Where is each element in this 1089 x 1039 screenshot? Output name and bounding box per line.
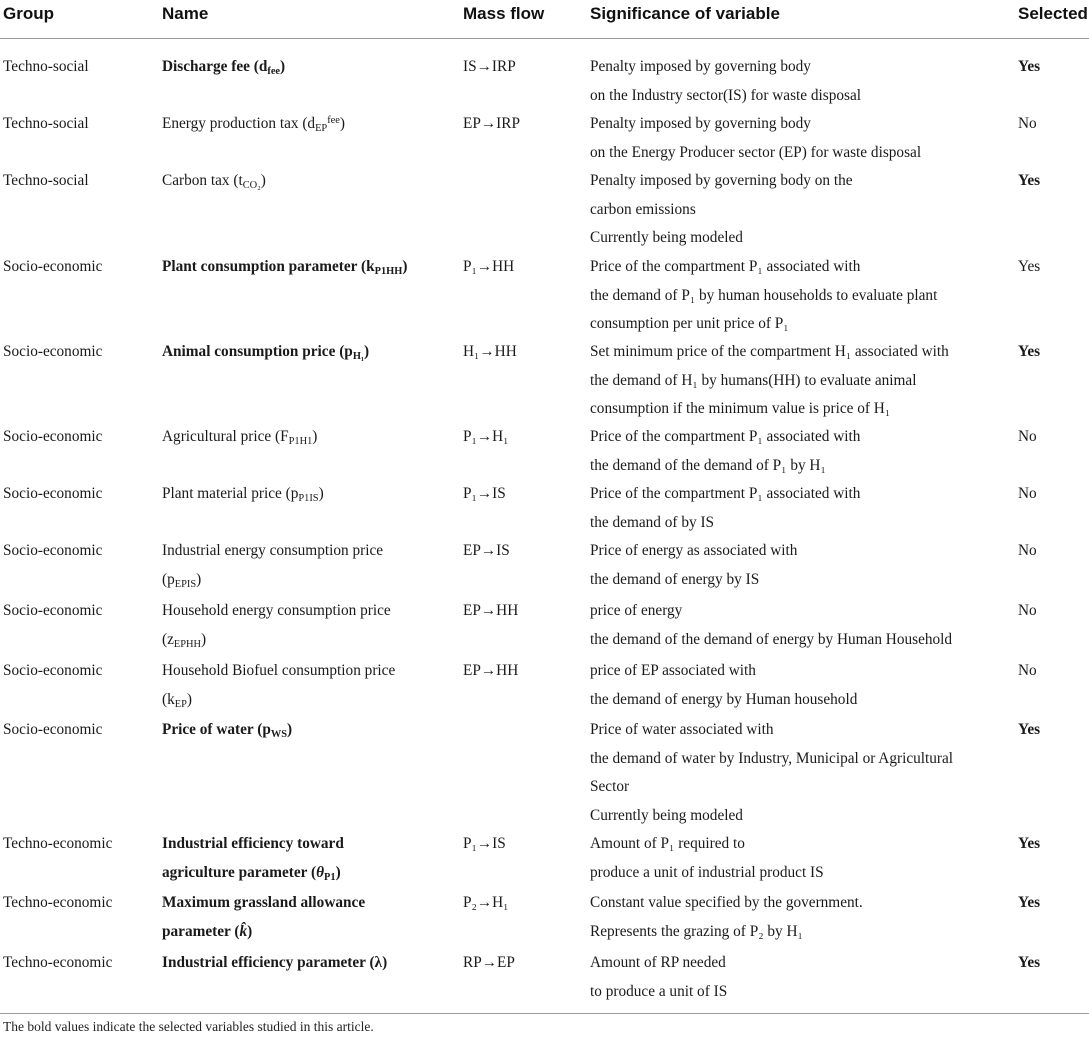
cell-selected: No <box>1018 428 1037 445</box>
cell-significance: Price of the compartment P₁ associated with the demand of P₁ by human households to evaluate plant consumption per unit price of P₁ <box>590 258 938 332</box>
header-significance: Significance of variable <box>590 4 780 23</box>
cell-name: Industrial efficiency toward agriculture parameter $(\theta_{P1})$ <box>162 835 344 883</box>
cell-significance: Penalty imposed by governing body on the carbon emissions Currently being modeled <box>590 172 853 246</box>
cell-name: Plant consumption parameter $(k_{P1HH})$ <box>162 258 408 278</box>
cell-mass-flow: P₁→HH <box>463 258 515 275</box>
cell-name: Discharge fee $(d_{fee})$ <box>162 58 286 78</box>
cell-mass-flow: RP→EP <box>463 954 515 971</box>
header-mass-flow: Mass flow <box>463 4 545 23</box>
cell-group: Socio-economic <box>3 542 103 559</box>
cell-name: Energy production tax $(d_{EP}^{fee})$ <box>162 114 346 135</box>
cell-group: Techno-social <box>3 58 89 75</box>
cell-name: Price of water $(p_{WS})$ <box>162 721 293 741</box>
cell-significance: price of EP associated with the demand of energy by Human household <box>590 662 858 708</box>
header-rule <box>0 38 1089 39</box>
cell-group: Techno-economic <box>3 835 113 852</box>
cell-significance: Penalty imposed by governing body on the Energy Producer sector (EP) for waste disposal <box>590 115 922 161</box>
cell-name: Maximum grassland allowance parameter (k̂) <box>162 894 366 940</box>
cell-group: Techno-social <box>3 172 89 189</box>
cell-selected: Yes <box>1018 835 1041 852</box>
cell-name: Plant material price $(p_{P1IS})$ <box>162 485 324 505</box>
table-header <box>0 0 1089 40</box>
cell-group: Techno-economic <box>3 894 113 911</box>
cell-significance: Amount of P₁ required to produce a unit of industrial product IS <box>590 835 824 881</box>
cell-significance: Price of the compartment P₁ associated with the demand of by IS <box>590 485 861 531</box>
cell-name: Household Biofuel consumption price $(k_{EP})$ <box>162 662 396 710</box>
cell-significance: Set minimum price of the compartment H₁ associated with the demand of H₁ by humans(HH) to evaluate animal consumption if the minimum value is price of H₁ <box>590 343 949 417</box>
cell-mass-flow: IS→IRP <box>463 58 516 75</box>
header-selected: Selected <box>1018 4 1088 23</box>
cell-mass-flow: EP→IRP <box>463 115 520 132</box>
cell-group: Socio-economic <box>3 602 103 619</box>
cell-selected: No <box>1018 662 1037 679</box>
cell-name: Industrial efficiency parameter (λ) <box>162 954 388 971</box>
cell-name: Household energy consumption price $(z_{EPHH})$ <box>162 602 391 650</box>
cell-selected: Yes <box>1018 343 1041 360</box>
cell-selected: No <box>1018 485 1037 502</box>
cell-selected: No <box>1018 115 1037 132</box>
cell-mass-flow: EP→HH <box>463 602 519 619</box>
cell-significance: Price of the compartment P₁ associated with the demand of the demand of P₁ by H₁ <box>590 428 861 474</box>
cell-group: Techno-social <box>3 115 89 132</box>
cell-selected: Yes <box>1018 58 1041 75</box>
cell-selected: Yes <box>1018 172 1041 189</box>
cell-name: Carbon tax $(t_{CO_2})$ <box>162 172 266 192</box>
cell-mass-flow: P₂→H₁ <box>463 894 509 911</box>
bottom-rule <box>0 1013 1089 1014</box>
cell-selected: No <box>1018 602 1037 619</box>
cell-significance: price of energy the demand of the demand of energy by Human Household <box>590 602 953 648</box>
cell-group: Socio-economic <box>3 662 103 679</box>
cell-mass-flow: EP→IS <box>463 542 510 559</box>
cell-selected: Yes <box>1018 258 1041 275</box>
cell-name: Animal consumption price $(p_{H_1})$ <box>162 343 370 363</box>
cell-significance: Price of energy as associated with the demand of energy by IS <box>590 542 798 588</box>
cell-name: Industrial energy consumption price $(p_{EPIS})$ <box>162 542 384 590</box>
table-footnote: The bold values indicate the selected variables studied in this article. <box>3 1019 374 1034</box>
cell-significance: Penalty imposed by governing body on the Industry sector(IS) for waste disposal <box>590 58 862 104</box>
cell-mass-flow: P₁→IS <box>463 485 506 502</box>
cell-group: Techno-economic <box>3 954 113 971</box>
header-group: Group <box>3 4 54 23</box>
cell-name: Agricultural price $(F_{P1H1})$ <box>162 428 318 448</box>
cell-selected: Yes <box>1018 894 1041 911</box>
cell-mass-flow: P₁→IS <box>463 835 506 852</box>
cell-group: Socio-economic <box>3 258 103 275</box>
cell-group: Socio-economic <box>3 428 103 445</box>
cell-mass-flow: EP→HH <box>463 662 519 679</box>
cell-group: Socio-economic <box>3 485 103 502</box>
cell-group: Socio-economic <box>3 721 103 738</box>
cell-selected: No <box>1018 542 1037 559</box>
cell-selected: Yes <box>1018 954 1041 971</box>
cell-significance: Constant value specified by the government. Represents the grazing of P₂ by H₁ <box>590 894 863 940</box>
cell-significance: Amount of RP needed to produce a unit of IS <box>590 954 728 1000</box>
cell-significance: Price of water associated with the demand of water by Industry, Municipal or Agricultural Sector Currently being modeled <box>590 721 954 824</box>
header-name: Name <box>162 4 209 23</box>
cell-mass-flow: H₁→HH <box>463 343 517 360</box>
cell-selected: Yes <box>1018 721 1041 738</box>
cell-mass-flow: P₁→H₁ <box>463 428 509 445</box>
cell-group: Socio-economic <box>3 343 103 360</box>
